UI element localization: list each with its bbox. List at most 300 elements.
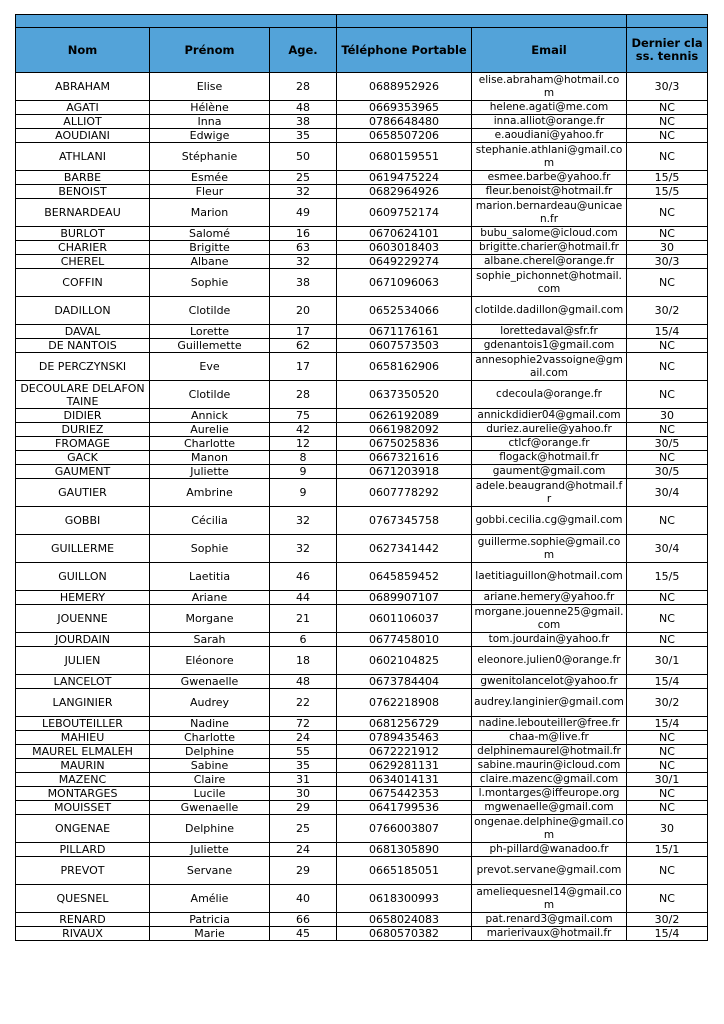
- cell-telephone: 0789435463: [337, 731, 472, 745]
- table-row: [16, 815, 708, 843]
- table-row: [16, 409, 708, 423]
- cell-prenom: Aurelie: [150, 423, 270, 437]
- cell-age: 38: [270, 269, 337, 297]
- cell-age: 17: [270, 325, 337, 339]
- cell-telephone: 0637350520: [337, 381, 472, 409]
- cell-prenom: Stéphanie: [150, 143, 270, 171]
- table-row: [16, 843, 708, 857]
- table-row: [16, 199, 708, 227]
- cell-prenom: Juliette: [150, 843, 270, 857]
- cell-prenom: Eléonore: [150, 647, 270, 675]
- cell-email: laetitiaguillon@hotmail.com: [472, 563, 627, 591]
- column-header-prenom: Prénom: [150, 28, 270, 73]
- cell-telephone: 0688952926: [337, 73, 472, 101]
- cell-classement: NC: [627, 787, 708, 801]
- cell-classement: 30: [627, 409, 708, 423]
- table-row: [16, 423, 708, 437]
- cell-prenom: Manon: [150, 451, 270, 465]
- cell-classement: NC: [627, 745, 708, 759]
- table-row: [16, 101, 708, 115]
- cell-classement: NC: [627, 101, 708, 115]
- cell-email: fleur.benoist@hotmail.fr: [472, 185, 627, 199]
- table-row: [16, 675, 708, 689]
- cell-prenom: Audrey: [150, 689, 270, 717]
- cell-prenom: Claire: [150, 773, 270, 787]
- table-body: [16, 73, 708, 941]
- cell-nom: QUESNEL: [16, 885, 150, 913]
- cell-email: adele.beaugrand@hotmail.fr: [472, 479, 627, 507]
- cell-telephone: 0681305890: [337, 843, 472, 857]
- cell-classement: NC: [627, 605, 708, 633]
- players-table: [15, 14, 708, 941]
- cell-telephone: 0658507206: [337, 129, 472, 143]
- cell-nom: LANCELOT: [16, 675, 150, 689]
- cell-age: 45: [270, 927, 337, 941]
- cell-prenom: Albane: [150, 255, 270, 269]
- cell-email: prevot.servane@gmail.com: [472, 857, 627, 885]
- cell-telephone: 0670624101: [337, 227, 472, 241]
- cell-email: ph-pillard@wanadoo.fr: [472, 843, 627, 857]
- cell-telephone: 0601106037: [337, 605, 472, 633]
- table-row: [16, 437, 708, 451]
- table-row: [16, 857, 708, 885]
- cell-telephone: 0673784404: [337, 675, 472, 689]
- cell-prenom: Clotilde: [150, 297, 270, 325]
- cell-nom: DADILLON: [16, 297, 150, 325]
- cell-email: eleonore.julien0@orange.fr: [472, 647, 627, 675]
- table-row: [16, 479, 708, 507]
- cell-telephone: 0672221912: [337, 745, 472, 759]
- cell-age: 25: [270, 815, 337, 843]
- cell-age: 28: [270, 381, 337, 409]
- cell-classement: NC: [627, 507, 708, 535]
- cell-age: 31: [270, 773, 337, 787]
- table-row: [16, 717, 708, 731]
- cell-nom: FROMAGE: [16, 437, 150, 451]
- cell-classement: 30/3: [627, 73, 708, 101]
- cell-classement: NC: [627, 759, 708, 773]
- table-row: [16, 927, 708, 941]
- cell-classement: 30: [627, 815, 708, 843]
- cell-classement: 15/5: [627, 563, 708, 591]
- cell-telephone: 0634014131: [337, 773, 472, 787]
- cell-telephone: 0603018403: [337, 241, 472, 255]
- cell-age: 29: [270, 801, 337, 815]
- table-row: [16, 451, 708, 465]
- cell-prenom: Amélie: [150, 885, 270, 913]
- cell-nom: GUILLON: [16, 563, 150, 591]
- roster-sheet: [15, 14, 707, 941]
- cell-classement: NC: [627, 129, 708, 143]
- table-row: [16, 773, 708, 787]
- cell-prenom: Morgane: [150, 605, 270, 633]
- cell-email: annesophie2vassoigne@gmail.com: [472, 353, 627, 381]
- cell-email: stephanie.athlani@gmail.com: [472, 143, 627, 171]
- cell-telephone: 0671203918: [337, 465, 472, 479]
- table-row: [16, 241, 708, 255]
- cell-telephone: 0649229274: [337, 255, 472, 269]
- table-row: [16, 227, 708, 241]
- cell-age: 16: [270, 227, 337, 241]
- cell-classement: 15/4: [627, 675, 708, 689]
- cell-prenom: Ambrine: [150, 479, 270, 507]
- table-row: [16, 115, 708, 129]
- cell-email: gaument@gmail.com: [472, 465, 627, 479]
- cell-age: 9: [270, 465, 337, 479]
- cell-prenom: Eve: [150, 353, 270, 381]
- cell-nom: GAUTIER: [16, 479, 150, 507]
- cell-email: gdenantois1@gmail.com: [472, 339, 627, 353]
- cell-email: inna.alliot@orange.fr: [472, 115, 627, 129]
- cell-email: brigitte.charier@hotmail.fr: [472, 241, 627, 255]
- cell-nom: AOUDIANI: [16, 129, 150, 143]
- cell-nom: DIDIER: [16, 409, 150, 423]
- cell-classement: 15/4: [627, 325, 708, 339]
- cell-email: pat.renard3@gmail.com: [472, 913, 627, 927]
- cell-age: 24: [270, 843, 337, 857]
- table-row: [16, 801, 708, 815]
- cell-age: 44: [270, 591, 337, 605]
- header-row: [16, 28, 708, 73]
- cell-prenom: Lorette: [150, 325, 270, 339]
- cell-telephone: 0680159551: [337, 143, 472, 171]
- cell-prenom: Esmée: [150, 171, 270, 185]
- cell-email: annickdidier04@gmail.com: [472, 409, 627, 423]
- cell-prenom: Marie: [150, 927, 270, 941]
- cell-classement: 15/4: [627, 927, 708, 941]
- cell-telephone: 0681256729: [337, 717, 472, 731]
- table-row: [16, 297, 708, 325]
- cell-nom: BENOIST: [16, 185, 150, 199]
- column-header-email: Email: [472, 28, 627, 73]
- table-row: [16, 269, 708, 297]
- cell-nom: LANGINIER: [16, 689, 150, 717]
- cell-classement: NC: [627, 199, 708, 227]
- cell-age: 63: [270, 241, 337, 255]
- cell-prenom: Laetitia: [150, 563, 270, 591]
- cell-nom: MAURIN: [16, 759, 150, 773]
- cell-email: nadine.lebouteiller@free.fr: [472, 717, 627, 731]
- cell-email: ariane.hemery@yahoo.fr: [472, 591, 627, 605]
- cell-email: mgwenaelle@gmail.com: [472, 801, 627, 815]
- cell-classement: NC: [627, 143, 708, 171]
- cell-nom: COFFIN: [16, 269, 150, 297]
- cell-age: 49: [270, 199, 337, 227]
- table-row: [16, 507, 708, 535]
- cell-nom: MAZENC: [16, 773, 150, 787]
- cell-nom: GUILLERME: [16, 535, 150, 563]
- cell-nom: GAUMENT: [16, 465, 150, 479]
- cell-email: delphinemaurel@hotmail.fr: [472, 745, 627, 759]
- cell-classement: NC: [627, 857, 708, 885]
- cell-age: 25: [270, 171, 337, 185]
- cell-age: 18: [270, 647, 337, 675]
- cell-age: 6: [270, 633, 337, 647]
- cell-age: 32: [270, 255, 337, 269]
- table-row: [16, 913, 708, 927]
- cell-age: 40: [270, 885, 337, 913]
- cell-classement: NC: [627, 339, 708, 353]
- cell-email: clotilde.dadillon@gmail.com: [472, 297, 627, 325]
- cell-prenom: Hélène: [150, 101, 270, 115]
- cell-prenom: Annick: [150, 409, 270, 423]
- cell-prenom: Patricia: [150, 913, 270, 927]
- cell-email: chaa-m@live.fr: [472, 731, 627, 745]
- cell-telephone: 0626192089: [337, 409, 472, 423]
- cell-nom: MOUISSET: [16, 801, 150, 815]
- table-row: [16, 647, 708, 675]
- cell-telephone: 0658162906: [337, 353, 472, 381]
- column-header-classement: Dernier class. tennis: [627, 28, 708, 73]
- cell-classement: NC: [627, 591, 708, 605]
- cell-age: 48: [270, 101, 337, 115]
- cell-telephone: 0652534066: [337, 297, 472, 325]
- cell-telephone: 0618300993: [337, 885, 472, 913]
- cell-nom: LEBOUTEILLER: [16, 717, 150, 731]
- cell-classement: NC: [627, 115, 708, 129]
- cell-classement: 15/5: [627, 171, 708, 185]
- table-row: [16, 633, 708, 647]
- table-row: [16, 535, 708, 563]
- cell-telephone: 0658024083: [337, 913, 472, 927]
- table-row: [16, 465, 708, 479]
- cell-nom: DAVAL: [16, 325, 150, 339]
- cell-nom: ALLIOT: [16, 115, 150, 129]
- header-strip-left: [16, 15, 337, 28]
- cell-prenom: Guillemette: [150, 339, 270, 353]
- cell-nom: ABRAHAM: [16, 73, 150, 101]
- table-row: [16, 171, 708, 185]
- table-row: [16, 885, 708, 913]
- cell-prenom: Sophie: [150, 535, 270, 563]
- cell-age: 35: [270, 129, 337, 143]
- cell-telephone: 0645859452: [337, 563, 472, 591]
- cell-email: elise.abraham@hotmail.com: [472, 73, 627, 101]
- cell-age: 8: [270, 451, 337, 465]
- cell-nom: MAUREL ELMALEH: [16, 745, 150, 759]
- cell-nom: GACK: [16, 451, 150, 465]
- cell-classement: 30: [627, 241, 708, 255]
- cell-nom: CHEREL: [16, 255, 150, 269]
- cell-classement: 30/2: [627, 689, 708, 717]
- cell-prenom: Salomé: [150, 227, 270, 241]
- cell-email: bubu_salome@icloud.com: [472, 227, 627, 241]
- cell-age: 17: [270, 353, 337, 381]
- table-row: [16, 325, 708, 339]
- table-row: [16, 143, 708, 171]
- cell-classement: 30/3: [627, 255, 708, 269]
- cell-email: duriez.aurelie@yahoo.fr: [472, 423, 627, 437]
- cell-age: 46: [270, 563, 337, 591]
- cell-nom: MAHIEU: [16, 731, 150, 745]
- cell-nom: ONGENAE: [16, 815, 150, 843]
- cell-classement: NC: [627, 227, 708, 241]
- cell-telephone: 0641799536: [337, 801, 472, 815]
- table-row: [16, 129, 708, 143]
- table-row: [16, 745, 708, 759]
- cell-nom: RIVAUX: [16, 927, 150, 941]
- cell-prenom: Gwenaelle: [150, 801, 270, 815]
- cell-nom: DE PERCZYNSKI: [16, 353, 150, 381]
- cell-email: albane.cherel@orange.fr: [472, 255, 627, 269]
- cell-prenom: Fleur: [150, 185, 270, 199]
- cell-age: 62: [270, 339, 337, 353]
- cell-classement: 30/4: [627, 479, 708, 507]
- cell-classement: 30/5: [627, 437, 708, 451]
- cell-telephone: 0609752174: [337, 199, 472, 227]
- cell-classement: 30/1: [627, 773, 708, 787]
- cell-age: 32: [270, 185, 337, 199]
- cell-age: 20: [270, 297, 337, 325]
- cell-nom: ATHLANI: [16, 143, 150, 171]
- cell-classement: NC: [627, 451, 708, 465]
- cell-prenom: Cécilia: [150, 507, 270, 535]
- cell-classement: NC: [627, 633, 708, 647]
- cell-nom: DE NANTOIS: [16, 339, 150, 353]
- cell-age: 35: [270, 759, 337, 773]
- cell-prenom: Delphine: [150, 815, 270, 843]
- table-row: [16, 353, 708, 381]
- cell-email: sabine.maurin@icloud.com: [472, 759, 627, 773]
- cell-age: 24: [270, 731, 337, 745]
- cell-prenom: Gwenaelle: [150, 675, 270, 689]
- cell-age: 50: [270, 143, 337, 171]
- cell-email: ameliequesnel14@gmail.com: [472, 885, 627, 913]
- cell-telephone: 0607573503: [337, 339, 472, 353]
- cell-telephone: 0661982092: [337, 423, 472, 437]
- cell-nom: PILLARD: [16, 843, 150, 857]
- cell-email: guillerme.sophie@gmail.com: [472, 535, 627, 563]
- cell-telephone: 0669353965: [337, 101, 472, 115]
- cell-nom: JOUENNE: [16, 605, 150, 633]
- cell-telephone: 0665185051: [337, 857, 472, 885]
- cell-nom: HEMERY: [16, 591, 150, 605]
- cell-classement: NC: [627, 885, 708, 913]
- cell-prenom: Juliette: [150, 465, 270, 479]
- cell-prenom: Sarah: [150, 633, 270, 647]
- table-row: [16, 591, 708, 605]
- cell-email: audrey.langinier@gmail.com: [472, 689, 627, 717]
- cell-email: marierivaux@hotmail.fr: [472, 927, 627, 941]
- cell-nom: GOBBI: [16, 507, 150, 535]
- cell-nom: DECOULARE DELAFONTAINE: [16, 381, 150, 409]
- cell-email: l.montarges@iffeurope.org: [472, 787, 627, 801]
- cell-classement: NC: [627, 731, 708, 745]
- cell-telephone: 0786648480: [337, 115, 472, 129]
- cell-email: flogack@hotmail.fr: [472, 451, 627, 465]
- column-header-nom: Nom: [16, 28, 150, 73]
- table-row: [16, 605, 708, 633]
- table-row: [16, 185, 708, 199]
- cell-classement: 30/2: [627, 297, 708, 325]
- cell-nom: JULIEN: [16, 647, 150, 675]
- cell-prenom: Elise: [150, 73, 270, 101]
- cell-nom: BARBE: [16, 171, 150, 185]
- cell-age: 32: [270, 535, 337, 563]
- cell-email: marion.bernardeau@unicaen.fr: [472, 199, 627, 227]
- table-row: [16, 731, 708, 745]
- cell-prenom: Nadine: [150, 717, 270, 731]
- cell-email: claire.mazenc@gmail.com: [472, 773, 627, 787]
- cell-prenom: Edwige: [150, 129, 270, 143]
- cell-prenom: Lucile: [150, 787, 270, 801]
- cell-classement: 30/1: [627, 647, 708, 675]
- cell-age: 38: [270, 115, 337, 129]
- cell-email: gobbi.cecilia.cg@gmail.com: [472, 507, 627, 535]
- cell-classement: NC: [627, 269, 708, 297]
- header-strip-middle: [337, 15, 627, 28]
- cell-telephone: 0671176161: [337, 325, 472, 339]
- cell-email: lorettedaval@sfr.fr: [472, 325, 627, 339]
- cell-nom: DURIEZ: [16, 423, 150, 437]
- column-header-age: Age.: [270, 28, 337, 73]
- cell-age: 29: [270, 857, 337, 885]
- table-row: [16, 381, 708, 409]
- cell-age: 48: [270, 675, 337, 689]
- cell-classement: 15/5: [627, 185, 708, 199]
- cell-age: 30: [270, 787, 337, 801]
- cell-age: 28: [270, 73, 337, 101]
- cell-prenom: Ariane: [150, 591, 270, 605]
- cell-telephone: 0671096063: [337, 269, 472, 297]
- cell-nom: BERNARDEAU: [16, 199, 150, 227]
- table-row: [16, 759, 708, 773]
- cell-prenom: Charlotte: [150, 437, 270, 451]
- table-row: [16, 339, 708, 353]
- cell-telephone: 0762218908: [337, 689, 472, 717]
- cell-email: cdecoula@orange.fr: [472, 381, 627, 409]
- cell-email: esmee.barbe@yahoo.fr: [472, 171, 627, 185]
- cell-age: 66: [270, 913, 337, 927]
- cell-age: 55: [270, 745, 337, 759]
- cell-telephone: 0766003807: [337, 815, 472, 843]
- cell-classement: NC: [627, 423, 708, 437]
- cell-telephone: 0627341442: [337, 535, 472, 563]
- table-row: [16, 255, 708, 269]
- cell-classement: 15/1: [627, 843, 708, 857]
- cell-email: morgane.jouenne25@gmail.com: [472, 605, 627, 633]
- cell-email: gwenitolancelot@yahoo.fr: [472, 675, 627, 689]
- cell-telephone: 0680570382: [337, 927, 472, 941]
- cell-telephone: 0675442353: [337, 787, 472, 801]
- cell-prenom: Inna: [150, 115, 270, 129]
- cell-prenom: Delphine: [150, 745, 270, 759]
- column-header-telephone: Téléphone Portable: [337, 28, 472, 73]
- cell-prenom: Sophie: [150, 269, 270, 297]
- cell-classement: 30/4: [627, 535, 708, 563]
- cell-age: 75: [270, 409, 337, 423]
- header-strip-right: [627, 15, 708, 28]
- cell-nom: AGATI: [16, 101, 150, 115]
- cell-telephone: 0667321616: [337, 451, 472, 465]
- cell-prenom: Brigitte: [150, 241, 270, 255]
- cell-prenom: Servane: [150, 857, 270, 885]
- cell-telephone: 0682964926: [337, 185, 472, 199]
- cell-classement: NC: [627, 353, 708, 381]
- cell-email: tom.jourdain@yahoo.fr: [472, 633, 627, 647]
- cell-classement: NC: [627, 381, 708, 409]
- cell-nom: CHARIER: [16, 241, 150, 255]
- cell-age: 9: [270, 479, 337, 507]
- cell-email: sophie_pichonnet@hotmail.com: [472, 269, 627, 297]
- cell-age: 42: [270, 423, 337, 437]
- cell-age: 12: [270, 437, 337, 451]
- cell-prenom: Sabine: [150, 759, 270, 773]
- cell-age: 32: [270, 507, 337, 535]
- cell-telephone: 0677458010: [337, 633, 472, 647]
- cell-classement: 30/2: [627, 913, 708, 927]
- cell-nom: PREVOT: [16, 857, 150, 885]
